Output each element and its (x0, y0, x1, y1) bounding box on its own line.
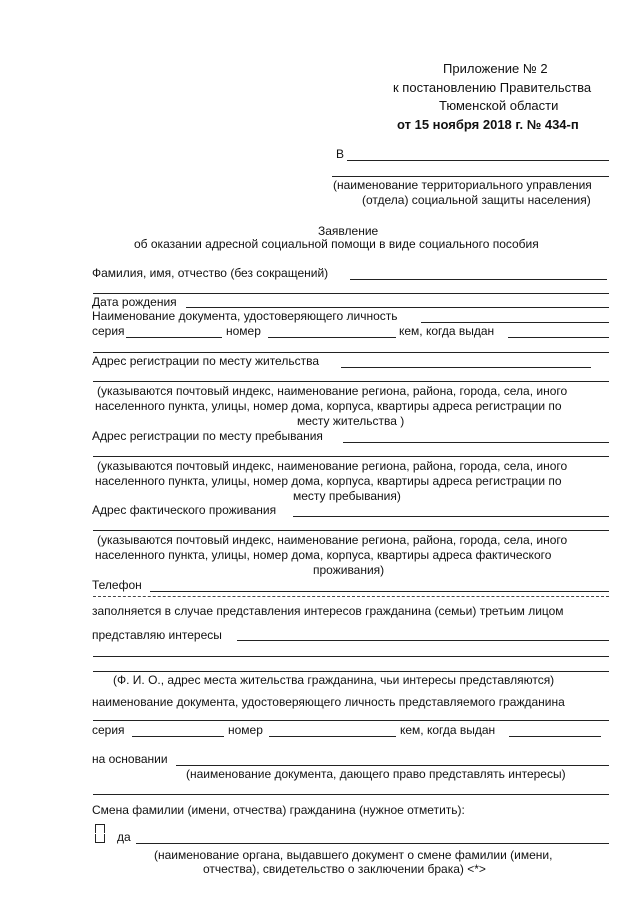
header-line-2: к постановлению Правительства (393, 80, 592, 95)
recipient-note-2: (отдела) социальной защиты населения) (362, 193, 591, 207)
header-line-3: Тюменской области (439, 98, 559, 113)
fio-field[interactable] (350, 279, 607, 280)
issued-field[interactable] (508, 337, 609, 338)
phone-label: Телефон (92, 578, 142, 592)
number-field[interactable] (268, 337, 396, 338)
actual-address-label: Адрес фактического проживания (92, 503, 277, 517)
name-change-yes-label: да (117, 830, 131, 844)
third-party-doc-label: наименование документа, удостоверяющего личность представляемого гражданина (92, 695, 565, 709)
third-party-number-label: номер (228, 723, 263, 737)
reg-address-field-line-2[interactable] (93, 381, 609, 382)
fio-label: Фамилия, имя, отчество (без сокращений) (92, 266, 329, 280)
represent-note: (Ф. И. О., адрес места жительства гражданина, чьи интересы представляются) (113, 673, 555, 687)
recipient-line-2[interactable] (332, 176, 609, 177)
stay-address-note-1: (указываются почтовый индекс, наименование региона, района, города, села, иного (97, 459, 568, 473)
reg-address-field[interactable] (341, 367, 591, 368)
recipient-prefix: В (336, 147, 345, 161)
stay-address-note-3: месту пребывания) (293, 489, 401, 503)
reg-address-label: Адрес регистрации по месту жительства (92, 354, 319, 368)
name-change-checkbox-top[interactable] (95, 824, 105, 833)
reg-address-note-2: населенного пункта, улицы, номер дома, корпуса, квартиры адреса регистрации по (95, 399, 562, 413)
basis-note: (наименование документа, дающего право представлять интересы) (186, 767, 566, 781)
basis-field-line-2[interactable] (93, 794, 609, 795)
series-label: серия (92, 324, 125, 338)
recipient-note-1: (наименование территориального управления (333, 178, 592, 192)
basis-field[interactable] (176, 765, 609, 766)
reg-address-note-3: месту жительства ) (297, 414, 405, 428)
name-change-note-1: (наименование органа, выдавшего документ о смене фамилии (имени, (154, 848, 553, 862)
header-line-4: от 15 ноября 2018 г. № 434-п (397, 117, 579, 132)
actual-address-field-line-2[interactable] (93, 530, 609, 531)
reg-address-note-1: (указываются почтовый индекс, наименование региона, района, города, села, иного (97, 384, 568, 398)
stay-address-note-2: населенного пункта, улицы, номер дома, корпуса, квартиры адреса регистрации по (95, 474, 562, 488)
phone-field[interactable] (150, 591, 609, 592)
number-label: номер (226, 324, 261, 338)
name-change-note-2: отчества), свидетельство о заключении брака) <*> (203, 862, 486, 876)
birth-field[interactable] (186, 307, 609, 308)
title-line-1: Заявление (318, 224, 379, 238)
doc-label: Наименование документа, удостоверяющего личность (92, 309, 398, 323)
header-line-1: Приложение № 2 (443, 61, 548, 76)
third-party-series-field[interactable] (132, 736, 224, 737)
section-divider (93, 596, 609, 597)
third-party-issued-label: кем, когда выдан (400, 723, 496, 737)
actual-address-note-1: (указываются почтовый индекс, наименование региона, района, города, села, иного (97, 533, 568, 547)
title-line-2: об оказании адресной социальной помощи в виде социального пособия (134, 237, 539, 251)
recipient-line-1[interactable] (347, 160, 609, 161)
represent-field-line-3[interactable] (93, 671, 609, 672)
represent-field[interactable] (237, 640, 609, 641)
issued-field-line-2[interactable] (93, 352, 609, 353)
doc-field[interactable] (421, 322, 609, 323)
third-party-issued-field[interactable] (509, 736, 601, 737)
series-field[interactable] (126, 337, 222, 338)
stay-address-field[interactable] (343, 442, 609, 443)
stay-address-field-line-2[interactable] (93, 456, 609, 457)
name-change-checkbox-bottom[interactable] (95, 834, 105, 843)
actual-address-note-2: населенного пункта, улицы, номер дома, корпуса, квартиры адреса фактического (95, 548, 552, 562)
third-party-number-field[interactable] (269, 736, 396, 737)
represent-label: представляю интересы (92, 628, 222, 642)
actual-address-field[interactable] (293, 516, 609, 517)
actual-address-note-3: проживания) (313, 563, 385, 577)
basis-label: на основании (92, 752, 168, 766)
third-party-series-label: серия (92, 723, 125, 737)
third-party-intro: заполняется в случае представления интересов гражданина (семьи) третьим лицом (92, 604, 564, 618)
name-change-field[interactable] (136, 843, 609, 844)
third-party-doc-field[interactable] (93, 720, 609, 721)
stay-address-label: Адрес регистрации по месту пребывания (92, 429, 323, 443)
name-change-title: Смена фамилии (имени, отчества) гражданина (нужное отметить): (92, 803, 465, 817)
birth-label: Дата рождения (92, 295, 177, 309)
represent-field-line-2[interactable] (93, 656, 609, 657)
fio-field-line-2[interactable] (93, 293, 609, 294)
issued-label: кем, когда выдан (399, 324, 495, 338)
